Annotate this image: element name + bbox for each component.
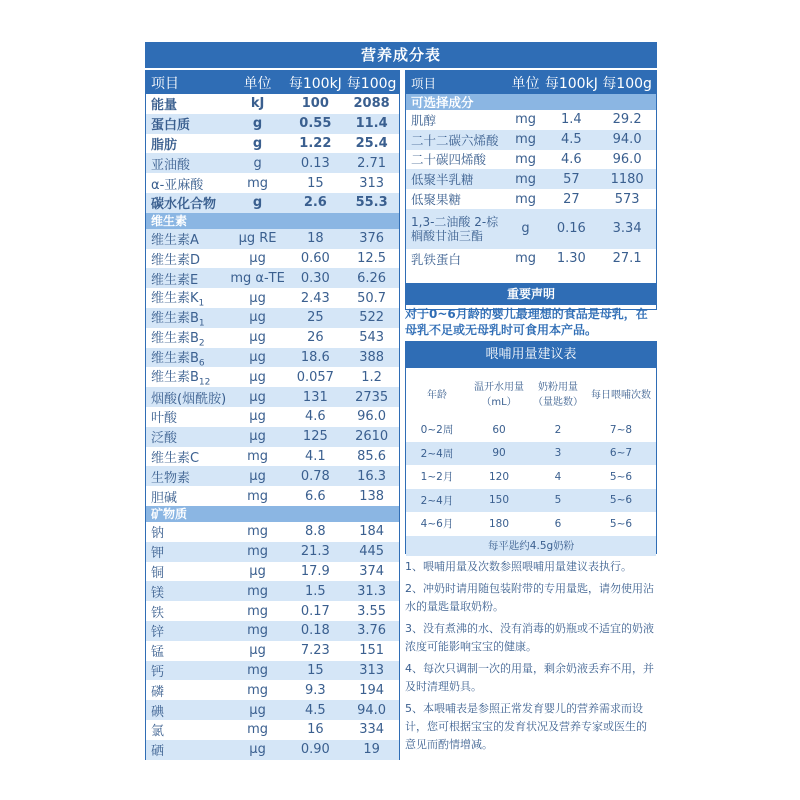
unit-cell: mg	[247, 603, 269, 619]
feeding-row	[406, 512, 656, 536]
per100g-cell: 16.3	[357, 468, 387, 484]
nutrient-name-text: 钙	[151, 664, 165, 680]
nutrient-name	[146, 740, 229, 759]
per100g-cell: 2610	[355, 429, 389, 445]
per100g-cell: 3.76	[357, 623, 387, 639]
nutrient-name	[146, 582, 229, 601]
notice-title: 重要声明	[405, 283, 657, 305]
nutrient-name	[146, 347, 229, 369]
nutrient-name	[146, 229, 229, 248]
feeding-footer: 每平匙约4.5g奶粉	[406, 536, 656, 556]
nutrient-name	[146, 269, 229, 288]
table-row	[146, 268, 399, 288]
section-row	[406, 94, 656, 110]
per100kj-cell: 4.6	[561, 151, 582, 167]
per100kj-cell: 4.5	[304, 702, 326, 718]
per100kj-cell: 18	[307, 231, 324, 247]
table-row	[146, 447, 399, 467]
table-row	[406, 189, 656, 209]
per100kj-cell: 0.90	[300, 742, 330, 758]
nutrient-name-text: 磷	[151, 684, 165, 700]
per100g-cell: 388	[359, 349, 385, 365]
per100g-cell: 50.7	[357, 290, 387, 306]
nutrition-table-right	[405, 70, 657, 310]
table-row	[146, 740, 399, 760]
per100kj-cell: 4.6	[304, 409, 326, 425]
table-row	[146, 387, 399, 407]
per100g-cell: 313	[359, 662, 385, 678]
per100g-cell: 94.0	[357, 702, 387, 718]
table-row	[146, 308, 399, 328]
table-row	[146, 249, 399, 269]
nutrient-subscript: 12	[198, 378, 211, 389]
nutrient-name	[146, 720, 229, 739]
unit-cell: mg	[515, 251, 536, 267]
nutrient-name	[146, 661, 229, 680]
nutrient-name-text: 能量	[151, 98, 178, 114]
nutrient-name	[146, 287, 229, 309]
unit-cell: mg	[247, 175, 269, 191]
table-row	[146, 601, 399, 621]
section-label: 矿物质	[151, 507, 188, 522]
unit-cell: μg	[249, 409, 266, 425]
feeding-header	[406, 368, 656, 418]
feeding-row	[406, 442, 656, 466]
table-row	[146, 466, 399, 486]
unit-cell: g	[252, 195, 263, 211]
nutrient-name-text: 叶酸	[151, 411, 178, 427]
feeding-cell: 5~6	[609, 494, 633, 507]
unit-cell: μg	[249, 702, 266, 718]
nutrient-name-text: 钠	[151, 526, 165, 542]
table-row	[146, 581, 399, 601]
per100kj-cell: 16	[307, 722, 324, 738]
unit-cell: mg	[515, 151, 536, 167]
table-row	[146, 427, 399, 447]
nutrient-name-text: 碘	[151, 704, 165, 720]
nutrient-name-text: 脂肪	[151, 137, 178, 153]
section-row	[146, 506, 399, 522]
table-row	[146, 367, 399, 387]
nutrient-name-text: 锌	[151, 625, 165, 641]
unit-cell: μg	[249, 389, 266, 405]
header-per100kj: 每100kJ	[544, 75, 598, 92]
header-unit: 单位	[243, 75, 272, 92]
nutrient-name-text: 烟酸(烟酰胺)	[151, 391, 227, 407]
per100kj-cell: 15	[307, 175, 324, 191]
nutrient-name-text: 维生素B	[151, 350, 199, 366]
unit-cell: mg	[247, 583, 269, 599]
per100g-cell: 96.0	[357, 409, 387, 425]
unit-cell: μg	[249, 468, 266, 484]
nutrient-name	[146, 641, 229, 660]
nutrient-name: 1,3-二油酸 2-棕榈酸甘油三酯	[411, 214, 499, 243]
per100g-cell: 2.71	[357, 155, 387, 171]
feeding-cell: 120	[488, 470, 510, 483]
header-per100kj: 每100kJ	[288, 75, 342, 92]
unit-cell: μg	[249, 742, 266, 758]
nutrient-name-text: 维生素E	[151, 272, 199, 288]
nutrient-name-text: 维生素A	[151, 233, 199, 249]
per100kj-cell: 1.30	[556, 251, 586, 267]
table-row	[146, 288, 399, 308]
table-row	[146, 621, 399, 641]
per100kj-cell: 2.43	[300, 290, 330, 306]
note-item: 2、冲奶时请用随包装附带的专用量匙，请勿使用沾水的量匙量取奶粉。	[405, 582, 654, 613]
feeding-header-times: 每日喂哺次数	[591, 389, 651, 401]
nutrient-name	[146, 701, 229, 720]
per100kj-cell: 1.4	[561, 112, 582, 128]
per100kj-cell: 57	[563, 171, 580, 187]
nutrient-name-text: 氯	[151, 724, 165, 740]
nutrient-name	[146, 542, 229, 561]
per100kj-cell: 125	[302, 429, 328, 445]
nutrient-name-text: 维生素D	[151, 252, 201, 268]
feeding-table	[405, 341, 657, 554]
unit-cell: μg	[249, 349, 266, 365]
per100g-cell: 374	[359, 563, 385, 579]
table-row	[146, 348, 399, 368]
unit-cell: mg	[247, 682, 269, 698]
nutrient-name	[146, 427, 229, 446]
per100g-cell: 96.0	[612, 151, 642, 167]
section-row	[146, 213, 399, 229]
per100kj-cell: 18.6	[300, 349, 330, 365]
feeding-row	[406, 489, 656, 513]
nutrient-name-text: 维生素B	[151, 330, 199, 346]
table-row	[146, 193, 399, 213]
nutrient-name: 二十碳四烯酸	[411, 152, 487, 168]
section-label: 可选择成分	[411, 95, 474, 110]
nutrient-name-text: 生物素	[151, 470, 191, 486]
table-row	[146, 134, 399, 154]
feeding-title: 喂哺用量建议表	[406, 342, 656, 368]
per100g-cell: 522	[359, 310, 385, 326]
unit-cell: mg	[247, 524, 269, 540]
feeding-cell: 2~4周	[420, 447, 454, 460]
per100kj-cell: 6.6	[304, 488, 326, 504]
unit-cell: g	[252, 116, 263, 132]
unit-cell: g	[252, 135, 263, 151]
nutrient-name	[146, 487, 229, 506]
per100g-cell: 334	[359, 722, 385, 738]
nutrient-name-text: 胆碱	[151, 490, 178, 506]
nutrient-name: 肌醇	[411, 112, 437, 128]
table-row	[146, 522, 399, 542]
feeding-cell: 2	[554, 423, 562, 436]
table-row	[146, 720, 399, 740]
nutrient-name-text: 锰	[151, 645, 165, 661]
nutrient-name	[146, 154, 229, 173]
table-row	[146, 661, 399, 681]
per100g-cell: 6.26	[357, 270, 387, 286]
per100kj-cell: 1.5	[304, 583, 326, 599]
nutrient-name	[146, 562, 229, 581]
per100kj-cell: 8.8	[304, 524, 326, 540]
per100g-cell: 543	[359, 330, 385, 346]
per100kj-cell: 26	[307, 330, 324, 346]
feeding-cell: 5~6	[609, 517, 633, 530]
per100g-cell: 94.0	[612, 132, 642, 148]
feeding-cell: 90	[492, 447, 506, 460]
nutrition-table-left	[145, 70, 400, 760]
unit-cell: μg	[249, 563, 266, 579]
unit-cell: mg	[247, 623, 269, 639]
per100g-cell: 2735	[355, 389, 389, 405]
feeding-cell: 2~4月	[420, 494, 454, 507]
nutrient-name-text: α-亚麻酸	[151, 177, 204, 193]
table-row	[146, 486, 399, 506]
unit-cell: mg	[515, 171, 536, 187]
nutrient-name-text: 硒	[151, 744, 165, 760]
feeding-cell: 6~7	[609, 447, 633, 460]
unit-cell: mg α-TE	[230, 270, 285, 286]
nutrient-name: 二十二碳六烯酸	[411, 132, 499, 148]
table-row	[146, 114, 399, 134]
per100g-cell: 3.55	[357, 603, 387, 619]
per100kj-cell: 0.16	[556, 221, 586, 237]
feeding-cell: 1~2月	[420, 471, 454, 484]
per100g-cell: 55.3	[355, 195, 388, 211]
unit-cell: μg	[249, 310, 266, 326]
table-row	[406, 150, 656, 170]
per100g-cell: 194	[359, 682, 385, 698]
per100g-cell: 376	[359, 231, 385, 247]
header-per100g: 每100g	[346, 75, 397, 92]
notice-text: 对于0~6月龄的婴儿最理想的食品是母乳，在母乳不足或无母乳时可食用本产品。	[405, 307, 648, 337]
note-item: 1、喂哺用量及次数参照喂哺用量建议表执行。	[405, 560, 632, 573]
unit-cell: μg	[249, 290, 266, 306]
per100kj-cell: 21.3	[300, 544, 330, 560]
nutrient-name	[146, 681, 229, 700]
per100kj-cell: 100	[301, 96, 329, 112]
per100kj-cell: 4.1	[304, 448, 326, 464]
nutrient-name	[146, 621, 229, 640]
feeding-cell: 4	[554, 470, 562, 483]
per100g-cell: 11.4	[355, 116, 388, 132]
left-table-header	[146, 71, 399, 94]
table-row	[146, 407, 399, 427]
per100g-cell: 3.34	[612, 221, 642, 237]
per100kj-cell: 0.78	[300, 468, 330, 484]
unit-cell: mg	[247, 544, 269, 560]
per100kj-cell: 2.6	[303, 195, 327, 211]
nutrient-name-text: 蛋白质	[151, 118, 191, 134]
nutrient-subscript: 2	[198, 338, 205, 349]
per100g-cell: 12.5	[357, 250, 387, 266]
usage-notes	[405, 558, 657, 758]
nutrient-name	[146, 94, 229, 113]
nutrient-name-text: 钾	[151, 546, 165, 562]
nutrient-name-text: 碳水化合物	[151, 197, 217, 213]
per100g-cell: 1180	[610, 171, 644, 187]
unit-cell: μg	[249, 330, 266, 346]
nutrient-name	[146, 134, 229, 153]
per100kj-cell: 0.60	[300, 250, 330, 266]
per100g-cell: 573	[614, 191, 640, 207]
unit-cell: mg	[247, 448, 269, 464]
nutrient-name-text: 铜	[151, 565, 165, 581]
section-label: 维生素	[151, 214, 188, 229]
per100kj-cell: 0.30	[300, 270, 330, 286]
feeding-cell: 5~6	[609, 470, 633, 483]
unit-cell: μg	[249, 429, 266, 445]
nutrient-name: 低聚半乳糖	[411, 172, 474, 188]
nutrient-subscript: 6	[198, 358, 205, 369]
unit-cell: μg RE	[238, 231, 277, 247]
table-row	[146, 680, 399, 700]
nutrient-name-text: 亚油酸	[151, 157, 191, 173]
unit-cell: mg	[515, 112, 536, 128]
nutrient-name	[146, 602, 229, 621]
unit-cell: mg	[515, 191, 536, 207]
per100g-cell: 445	[359, 544, 385, 560]
nutrient-name-text: 维生素B	[151, 311, 199, 327]
per100kj-cell: 0.057	[296, 369, 334, 385]
unit-cell: g	[253, 155, 262, 171]
nutrient-name-text: 镁	[151, 585, 165, 601]
feeding-cell: 4~6月	[420, 518, 454, 531]
table-row	[406, 169, 656, 189]
per100g-cell: 184	[359, 524, 385, 540]
feeding-body	[406, 418, 656, 536]
per100kj-cell: 4.5	[561, 132, 582, 148]
table-row	[146, 641, 399, 661]
nutrient-subscript: 1	[198, 318, 205, 329]
nutrient-name	[146, 193, 229, 212]
table-row	[146, 562, 399, 582]
right-table-body	[406, 94, 656, 269]
feeding-header-age: 年龄	[427, 389, 447, 401]
table-row	[146, 700, 399, 720]
note-item: 3、没有煮沸的水、没有消毒的奶瓶或不适宜的奶液浓度可能影响宝宝的健康。	[405, 622, 654, 653]
nutrient-name-text: 维生素C	[151, 450, 200, 466]
per100kj-cell: 15	[307, 662, 324, 678]
per100kj-cell: 0.13	[300, 155, 330, 171]
note-item: 4、每次只调制一次的用量，剩余奶液丢弃不用，并及时清理奶具。	[405, 662, 654, 693]
unit-cell: mg	[247, 722, 269, 738]
unit-cell: g	[521, 221, 530, 237]
per100kj-cell: 17.9	[300, 563, 330, 579]
per100kj-cell: 0.18	[300, 623, 330, 639]
nutrient-name-text: 铁	[151, 605, 165, 621]
per100kj-cell: 0.55	[299, 116, 332, 132]
header-unit: 单位	[511, 75, 540, 92]
per100g-cell: 138	[359, 488, 385, 504]
per100g-cell: 151	[359, 643, 385, 659]
feeding-cell: 150	[488, 494, 510, 507]
right-table-header	[406, 71, 656, 94]
nutrient-name: 乳铁蛋白	[411, 251, 462, 267]
feeding-cell: 6	[554, 517, 562, 530]
per100g-cell: 1.2	[361, 369, 382, 385]
per100g-cell: 27.1	[612, 251, 642, 267]
per100kj-cell: 131	[302, 389, 328, 405]
nutrient-name	[146, 467, 229, 486]
per100g-cell: 85.6	[357, 448, 387, 464]
table-row	[146, 229, 399, 249]
unit-cell: mg	[247, 488, 269, 504]
nutrient-name	[146, 174, 229, 193]
unit-cell: mg	[515, 132, 536, 148]
per100g-cell: 29.2	[612, 112, 642, 128]
unit-cell: μg	[249, 369, 266, 385]
note-item: 5、本喂哺表是参照正常发育婴儿的营养需求而设计，您可根据宝宝的发育状况及营养专家或医生的意见而酌情增减。	[405, 702, 647, 751]
header-item: 项目	[151, 75, 179, 92]
feeding-cell: 180	[488, 517, 510, 530]
table-row	[406, 209, 656, 249]
left-table-body	[146, 94, 399, 760]
feeding-cell: 0~2周	[420, 424, 454, 437]
unit-cell: μg	[249, 643, 266, 659]
nutrient-subscript: 1	[198, 298, 205, 309]
per100kj-cell: 0.17	[300, 603, 330, 619]
header-per100g: 每100g	[602, 75, 652, 92]
per100g-cell: 19	[363, 742, 380, 758]
feeding-cell: 7~8	[609, 423, 633, 436]
table-row	[146, 542, 399, 562]
table-row	[406, 249, 656, 269]
feeding-row	[406, 418, 656, 442]
feeding-cell: 60	[492, 423, 506, 436]
nutrient-name-text: 泛酸	[151, 431, 178, 447]
table-row	[146, 173, 399, 193]
table-row	[406, 130, 656, 150]
nutrient-name-text: 维生素B	[151, 370, 199, 386]
table-row	[146, 153, 399, 173]
unit-cell: kJ	[250, 96, 265, 112]
table-row	[406, 110, 656, 130]
feeding-cell: 5	[554, 494, 562, 507]
nutrient-name	[146, 522, 229, 541]
nutrient-name	[146, 388, 229, 407]
per100g-cell: 313	[359, 175, 385, 191]
feeding-row	[406, 465, 656, 489]
nutrient-name	[146, 307, 229, 329]
per100kj-cell: 9.3	[304, 682, 326, 698]
feeding-header-powder: 奶粉用量（量匙数）	[533, 382, 583, 408]
table-row	[146, 328, 399, 348]
unit-cell: μg	[249, 250, 266, 266]
per100kj-cell: 25	[307, 310, 324, 326]
per100g-cell: 25.4	[355, 135, 388, 151]
feeding-cell: 3	[554, 447, 562, 460]
nutrient-name	[146, 327, 229, 349]
per100kj-cell: 7.23	[300, 643, 330, 659]
per100kj-cell: 27	[563, 191, 580, 207]
nutrient-name	[146, 366, 229, 388]
table-row	[146, 94, 399, 114]
feeding-header-water: 温开水用量（mL）	[474, 382, 524, 408]
nutrient-name	[146, 407, 229, 426]
nutrient-name	[146, 114, 229, 133]
nutrient-name	[146, 447, 229, 466]
header-item: 项目	[411, 75, 437, 91]
nutrient-name-text: 维生素K	[151, 291, 199, 307]
nutrient-name: 低聚果糖	[411, 192, 462, 208]
per100g-cell: 2088	[353, 96, 390, 112]
nutrient-name	[146, 249, 229, 268]
per100kj-cell: 1.22	[299, 135, 332, 151]
unit-cell: mg	[247, 662, 269, 678]
nutrition-title: 营养成分表	[145, 42, 657, 68]
per100g-cell: 31.3	[357, 583, 387, 599]
